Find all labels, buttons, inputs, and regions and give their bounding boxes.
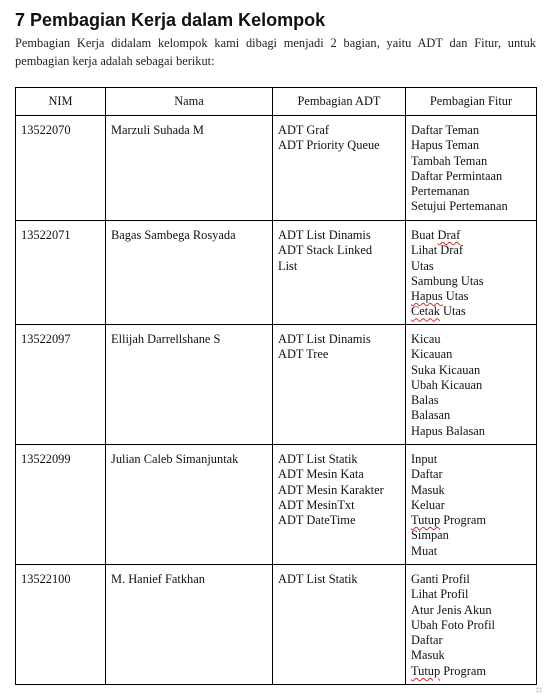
adt-item: ADT Mesin Karakter xyxy=(278,482,384,497)
fitur-item: Cetak Utas xyxy=(411,304,466,319)
fitur-item: Balasan xyxy=(411,408,451,423)
cell-adt xyxy=(273,565,406,685)
fitur-item: Sambung Utas xyxy=(411,273,484,288)
fitur-item: Lihat Draf xyxy=(411,243,463,258)
header-pembagian-fitur: Pembagian Fitur xyxy=(406,88,537,116)
adt-item: ADT DateTime xyxy=(278,513,356,528)
fitur-item: Tambah Teman xyxy=(411,153,488,168)
fitur-item: Ganti Profil xyxy=(411,572,470,586)
cell-adt xyxy=(273,325,406,445)
fitur-item: Kicau xyxy=(411,332,441,346)
cell-fitur xyxy=(406,325,537,445)
fitur-item: Masuk xyxy=(411,482,445,497)
cell-name: M. Hanief Fatkhan xyxy=(106,565,273,685)
fitur-item: Daftar xyxy=(411,467,443,482)
fitur-item: Kicauan xyxy=(411,347,453,362)
fitur-item: Lihat Profil xyxy=(411,587,469,602)
fitur-item: Hapus Teman xyxy=(411,138,480,153)
resize-handle-icon xyxy=(536,687,542,693)
adt-item: ADT List Dinamis xyxy=(278,332,371,346)
adt-item: ADT Tree xyxy=(278,347,329,362)
adt-item: ADT List Statik xyxy=(278,452,358,466)
fitur-item: Tutup Program xyxy=(411,663,486,678)
cell-adt xyxy=(273,221,406,325)
fitur-item: Utas xyxy=(411,258,434,273)
fitur-item: Hapus Balasan xyxy=(411,423,485,438)
cell-fitur xyxy=(406,445,537,565)
cell-adt xyxy=(273,445,406,565)
adt-item: List xyxy=(278,258,298,273)
cell-fitur xyxy=(406,116,537,221)
cell-nim: 13522100 xyxy=(16,565,106,685)
fitur-item: Ubah Kicauan xyxy=(411,377,483,392)
fitur-item: Tutup Program xyxy=(411,513,486,528)
cell-name: Bagas Sambega Rosyada xyxy=(106,221,273,325)
adt-item: ADT Graf xyxy=(278,123,330,137)
fitur-item: Atur Jenis Akun xyxy=(411,602,492,617)
fitur-item: Muat xyxy=(411,543,438,558)
fitur-item: Setujui Pertemanan xyxy=(411,199,508,214)
adt-item: ADT Mesin Kata xyxy=(278,467,364,482)
cell-name: Ellijah Darrellshane S xyxy=(106,325,273,445)
adt-item: ADT List Dinamis xyxy=(278,228,371,242)
adt-item: ADT Priority Queue xyxy=(278,138,380,153)
table-row xyxy=(16,565,537,685)
fitur-item: Input xyxy=(411,452,438,466)
cell-nim: 13522099 xyxy=(16,445,106,565)
fitur-item: Buat Draf xyxy=(411,228,461,242)
table-row xyxy=(16,325,537,445)
adt-item: ADT MesinTxt xyxy=(278,497,355,512)
intro-paragraph: Pembagian Kerja didalam kelompok kami dibagi menjadi 2 bagian, yaitu ADT dan Fitur, untuk pembagian kerja adalah sebagai berikut: xyxy=(15,36,536,68)
fitur-item: Masuk xyxy=(411,648,445,663)
header-nama: Nama xyxy=(106,88,273,116)
fitur-item: Hapus Utas xyxy=(411,289,469,304)
header-row xyxy=(16,88,537,116)
table-row xyxy=(16,445,537,565)
section-heading: 7 Pembagian Kerja dalam Kelompok xyxy=(15,10,326,30)
cell-nim: 13522070 xyxy=(16,116,106,221)
fitur-item: Ubah Foto Profil xyxy=(411,617,495,632)
cell-fitur xyxy=(406,565,537,685)
cell-nim: 13522097 xyxy=(16,325,106,445)
header-pembagian-adt: Pembagian ADT xyxy=(273,88,406,116)
table-row xyxy=(16,221,537,325)
fitur-item: Keluar xyxy=(411,497,445,512)
fitur-item: Daftar xyxy=(411,633,443,648)
cell-adt xyxy=(273,116,406,221)
fitur-item: Pertemanan xyxy=(411,184,470,199)
header-nim: NIM xyxy=(16,88,106,116)
adt-item: ADT List Statik xyxy=(278,572,358,586)
cell-name: Julian Caleb Simanjuntak xyxy=(106,445,273,565)
fitur-item: Balas xyxy=(411,393,439,408)
fitur-item: Suka Kicauan xyxy=(411,362,481,377)
cell-name: Marzuli Suhada M xyxy=(106,116,273,221)
fitur-item: Daftar Permintaan xyxy=(411,168,503,183)
fitur-item: Simpan xyxy=(411,528,449,543)
cell-nim: 13522071 xyxy=(16,221,106,325)
table-row xyxy=(16,116,537,221)
cell-fitur xyxy=(406,221,537,325)
adt-item: ADT Stack Linked xyxy=(278,243,373,258)
work-division-table xyxy=(15,87,537,685)
fitur-item: Daftar Teman xyxy=(411,123,480,137)
